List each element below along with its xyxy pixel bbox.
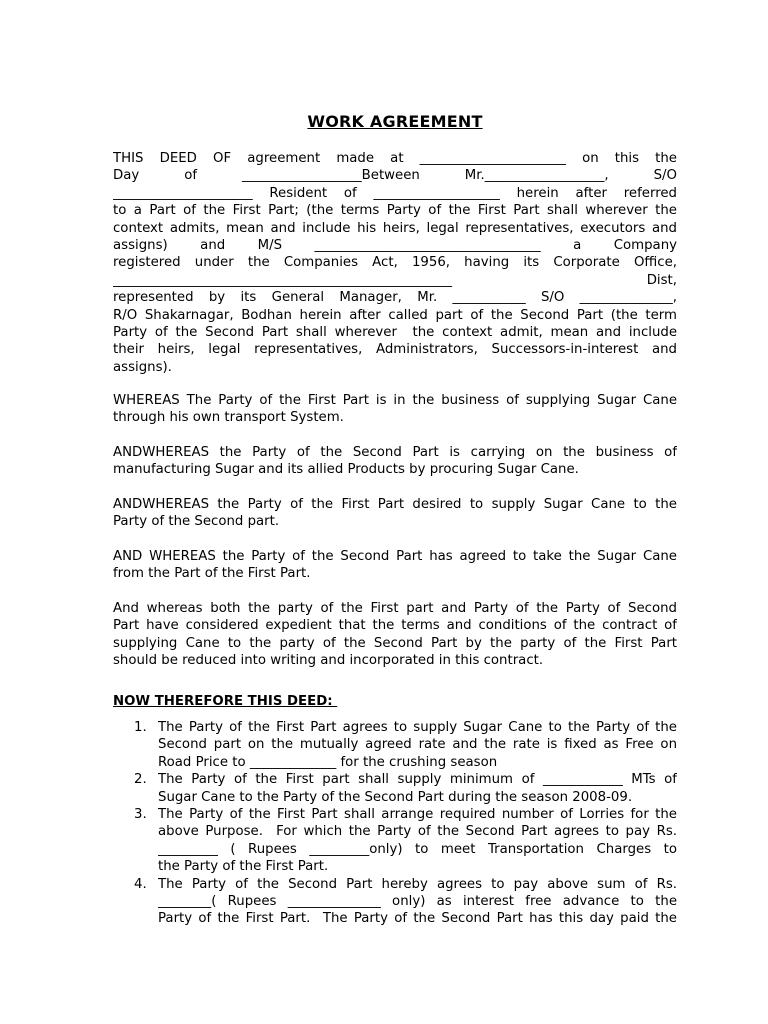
text-line: supplying Cane to the party of the Second Part by the party of the First Part [113,635,677,651]
text-line: Day of __________________Between Mr.__________________, S/O [113,168,677,184]
whereas-paragraph-5 [113,600,677,670]
section-heading: NOW THEREFORE THIS DEED: [113,694,338,709]
text-line: through his own transport System. [113,410,344,426]
text-line: the Party of the First Part. [158,859,329,875]
text-line: Party of the Second part. [113,514,280,530]
text-line: WHEREAS The Party of the First Part is in the business of supplying Sugar Cane [113,393,677,408]
whereas-paragraph-4 [113,548,677,583]
text-line: should be reduced into writing and incorporated in this contract. [113,653,544,669]
whereas-paragraph-2 [113,444,677,479]
text-line: Road Price to _____________ for the crushing season [158,754,498,770]
whereas-paragraph-1 [113,392,677,427]
terms-list [113,719,677,928]
preamble-paragraph [113,150,677,376]
text-line: manufacturing Sugar and its allied Products by procuring Sugar Cane. [113,462,579,478]
list-item [113,719,677,771]
whereas-paragraph-3 [113,496,677,531]
text-line: represented by its General Manager, Mr. ___________ S/O ______________, [113,290,677,306]
text-line: above Purpose. For which the Party of the Second Part agrees to pay Rs. [158,824,677,840]
text-line: Second part on the mutually agreed rate and the rate is fixed as Free on [158,737,677,753]
text-line: R/O Shakarnagar, Bodhan herein after called part of the Second Part (the term [113,307,677,323]
text-line: Party of the First Part. The Party of the Second Part has this day paid the [158,911,677,927]
list-number: 3. [134,806,147,822]
text-line: THIS DEED OF agreement made at ______________________ on this the [113,151,677,166]
text-line: ANDWHEREAS the Party of the Second Part is carrying on the business of [113,445,677,460]
text-line: The Party of the First Part shall arrange required number of Lorries for the [158,806,677,822]
text-line: from the Part of the First Part. [113,566,311,582]
text-line: context admits, mean and include his heirs, legal representatives, executors and [113,220,677,236]
text-line: registered under the Companies Act, 1956, having its Corporate Office, [113,255,677,271]
text-line: The Party of the First Part agrees to supply Sugar Cane to the Party of the [158,720,677,735]
text-line: Sugar Cane to the Party of the Second Part during the season 2008-09. [158,789,633,805]
text-line: assigns) and M/S __________________________________ a Company [113,237,677,253]
list-number: 4. [134,876,147,892]
text-line: ANDWHEREAS the Party of the First Part desired to supply Sugar Cane to the [113,497,677,512]
text-line: And whereas both the party of the First part and Party of the Party of Second [113,601,677,616]
text-line: ________( Rupees ______________ only) as interest free advance to the [158,893,677,909]
text-line: to a Part of the First Part; (the terms Party of the First Part shall wherever the [113,203,677,219]
text-line: The Party of the First part shall supply minimum of ____________ MTs of [158,772,677,788]
document-title: WORK AGREEMENT [307,112,483,131]
text-line: their heirs, legal representatives, Administrators, Successors-in-interest and [113,342,677,358]
text-line: Party of the Second Part shall wherever the context admit, mean and include [113,324,677,340]
list-item [113,771,677,806]
list-item [113,806,677,876]
text-line: The Party of the Second Part hereby agrees to pay above sum of Rs. [158,876,677,892]
text-line: ___________________________________________________ Dist, [113,272,677,288]
text-line: AND WHEREAS the Party of the Second Part has agreed to take the Sugar Cane [113,549,677,564]
text-line: _________ ( Rupees _________only) to meet Transportation Charges to [158,841,677,857]
list-number: 2. [134,772,147,788]
text-line: assigns). [113,359,172,375]
text-line: Part have considered expedient that the terms and conditions of the contract of [113,618,677,634]
text-line: _____________________ Resident of ___________________ herein after referred [113,185,677,201]
list-item [113,876,677,928]
list-number: 1. [134,720,147,735]
